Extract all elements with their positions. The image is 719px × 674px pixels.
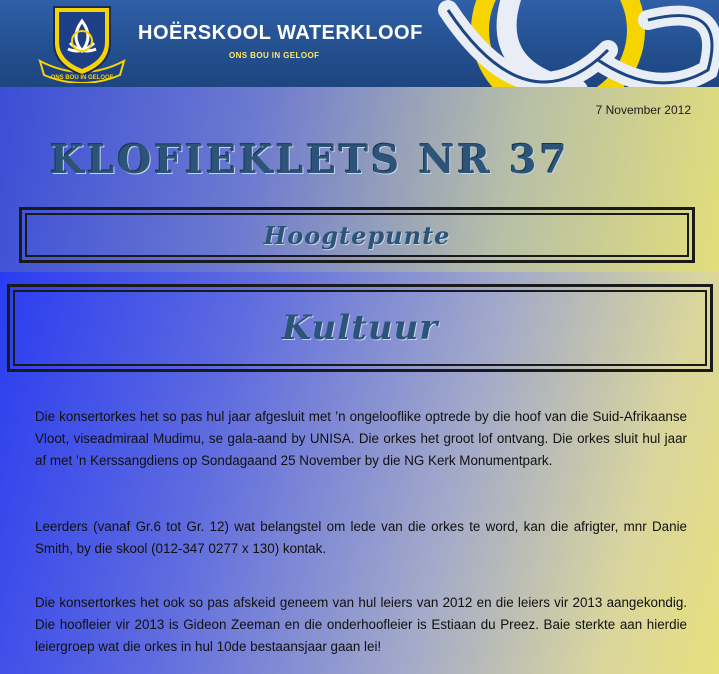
newsletter-header-section bbox=[0, 87, 719, 272]
highlights-box bbox=[19, 207, 695, 263]
school-name: HOËRSKOOL WATERKLOOF bbox=[138, 22, 423, 44]
culture-section bbox=[0, 272, 719, 674]
school-banner bbox=[0, 0, 719, 87]
school-crest-logo bbox=[36, 3, 128, 83]
crest-ribbon-text: ONS BOU IN GELOOF bbox=[50, 75, 114, 81]
paragraph-orchestra-gala: Die konsertorkes het so pas hul jaar afgesluit met ’n ongelooflike optrede by die hoof van die Suid-Afrikaanse Vloot, viseadmiraal Mudimu, se gala-aand by UNISA. Die orkes het groot lof ontvang. Die orkes sluit hul jaar af met ’n Kerssangdiens op Sondagaand 25 November by die NG Kerk Monumentpark. bbox=[35, 409, 687, 468]
paragraph-orchestra-recruitment: Leerders (vanaf Gr.6 tot Gr. 12) wat belangstel om lede van die orkes te word, kan die afrigter, mnr Danie Smith, by die skool (012-347 0277 x 130) kontak. bbox=[35, 519, 687, 556]
triquetra-knot-graphic bbox=[408, 0, 719, 87]
culture-heading-box bbox=[7, 284, 713, 372]
school-motto: ONS BOU IN GELOOF bbox=[229, 51, 320, 60]
highlights-heading: Hoogtepunte bbox=[263, 220, 451, 250]
issue-date: 7 November 2012 bbox=[595, 103, 691, 117]
paragraph-orchestra-leaders: Die konsertorkes het ook so pas afskeid geneem van hul leiers van 2012 en die leiers vir 2013 aangekondig. Die hoofleier vir 2013 is Gideon Zeeman en die onderhoofleier is Estiaan du Preez. Baie sterkte aan hierdie leiergroep wat die orkes in hul 10de bestaansjaar gaan lei! bbox=[35, 595, 687, 654]
newsletter-title: KLOFIEKLETS NR 37 bbox=[50, 137, 570, 183]
culture-heading: Kultuur bbox=[281, 308, 439, 348]
